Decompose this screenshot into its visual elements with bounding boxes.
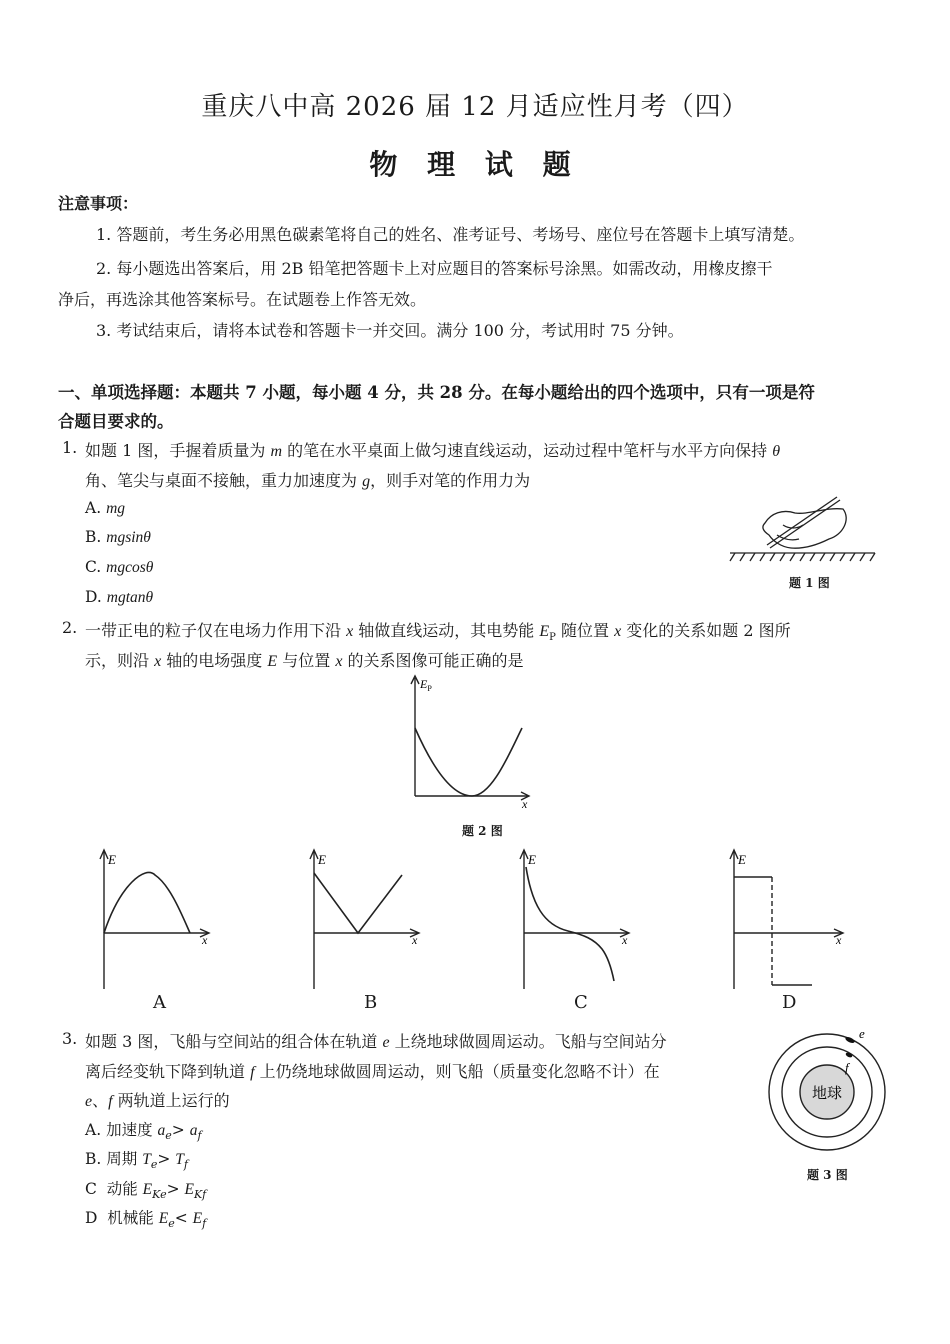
pen-shape [767, 497, 840, 548]
exam-title: 重庆八中高 2026 届 12 月适应性月考（四） [201, 92, 749, 122]
q3-figure-caption: 题 3 图 [807, 1168, 848, 1182]
graph-d-xlabel: x [836, 933, 842, 947]
q1-text-line-2: 角、笔尖与桌面不接触，重力加速度为 g，则手对笔的作用力为 [85, 471, 531, 490]
q1-figure-hand-pen [725, 495, 885, 565]
q2-text-line-2: 示，则沿 x 轴的电场强度 E 与位置 x 的关系图像可能正确的是 [85, 651, 524, 670]
ep-curve [415, 728, 522, 796]
q2-graph-b [300, 845, 430, 995]
section-heading-line-1: 一、单项选择题：本题共 7 小题，每小题 4 分，共 28 分。在每小题给出的四个选项中，只有一项是符 [58, 383, 815, 402]
q2-graph-c [510, 845, 640, 995]
q2-figure-caption: 题 2 图 [462, 824, 503, 838]
q3-number: 3. [62, 1029, 78, 1048]
q2-graph-d [720, 845, 855, 995]
ep-axis-x-label: x [522, 797, 528, 811]
q1-option-c[interactable]: C. mgcosθ [85, 558, 154, 576]
notice-line-2: 2. 每小题选出答案后，用 2B 铅笔把答题卡上对应题目的答案标号涂黑。如需改动，用橡皮擦干 [96, 259, 773, 278]
notice-line-1: 1. 答题前，考生务必用黑色碳素笔将自己的姓名、准考证号、考场号、座位号在答题卡上填写清楚。 [96, 225, 805, 244]
orbit-e-label: e [859, 1026, 865, 1041]
q3-figure-orbits [765, 1025, 895, 1160]
notice-heading: 注意事项： [58, 194, 139, 213]
ep-axis-y-label: $E_P$ [420, 677, 432, 693]
q1-number: 1. [62, 438, 78, 457]
q2-option-a[interactable]: A [153, 992, 166, 1013]
subject-title: 物 理 试 题 [369, 148, 581, 181]
graph-d-ylabel: E [738, 852, 746, 867]
q3-text-line-2: 离后经变轨下降到轨道 f 上仍绕地球做圆周运动，则飞船（质量变化忽略不计）在 [85, 1062, 660, 1081]
q2-option-c[interactable]: C [574, 992, 588, 1013]
orbit-f-label: f [845, 1060, 849, 1075]
hand-shape [763, 509, 846, 548]
graph-b-xlabel: x [412, 933, 418, 947]
q2-graph-a [90, 845, 220, 995]
graph-a-curve [104, 872, 190, 933]
table-hatching [730, 553, 875, 561]
q3-text-line-3: e、f 两轨道上运行的 [85, 1091, 230, 1110]
notice-line-4: 3. 考试结束后，请将本试卷和答题卡一并交回。满分 100 分，考试用时 75 分钟。 [96, 321, 684, 340]
graph-b-ylabel: E [318, 852, 326, 867]
q1-option-a[interactable]: A. mg [85, 499, 126, 517]
q3-option-b[interactable]: B. 周期 $T_e> T_f$ [85, 1150, 188, 1172]
q1-figure-caption: 题 1 图 [789, 576, 830, 590]
graph-a-ylabel: E [108, 852, 116, 867]
q1-option-d[interactable]: D. mgtanθ [85, 588, 154, 606]
earth-label: 地球 [811, 1084, 843, 1102]
q2-text-line-1: 一带正电的粒子仅在电场力作用下沿 x 轴做直线运动，其电势能 $E_P$ 随位置 x 变化的关系如题 2 图所 [85, 621, 791, 644]
q1-option-b[interactable]: B. mgsinθ [85, 528, 151, 546]
q2-number: 2. [62, 618, 78, 637]
q3-option-a[interactable]: A. 加速度 $a_e> a_f$ [85, 1121, 202, 1143]
graph-c-ylabel: E [528, 852, 536, 867]
graph-c-xlabel: x [622, 933, 628, 947]
q2-option-d[interactable]: D [782, 992, 797, 1013]
q2-option-b[interactable]: B [364, 992, 378, 1013]
graph-b-curve [314, 873, 402, 933]
q3-option-d[interactable]: D 机械能 $E_e< E_f$ [85, 1209, 207, 1231]
notice-line-3: 净后，再选涂其他答案标号。在试题卷上作答无效。 [58, 290, 427, 309]
section-heading-line-2: 合题目要求的。 [58, 412, 174, 431]
q2-figure-ep-x [400, 672, 540, 812]
q3-text-line-1: 如题 3 图，飞船与空间站的组合体在轨道 e 上绕地球做圆周运动。飞船与空间站分 [85, 1032, 667, 1051]
q1-text-line-1: 如题 1 图，手握着质量为 m 的笔在水平桌面上做匀速直线运动，运动过程中笔杆与水平方向保持 θ [85, 441, 781, 460]
q3-option-c[interactable]: C 动能 $E_{Ke}> E_{Kf}$ [85, 1180, 207, 1202]
graph-c-curve [526, 867, 614, 981]
graph-a-xlabel: x [202, 933, 208, 947]
